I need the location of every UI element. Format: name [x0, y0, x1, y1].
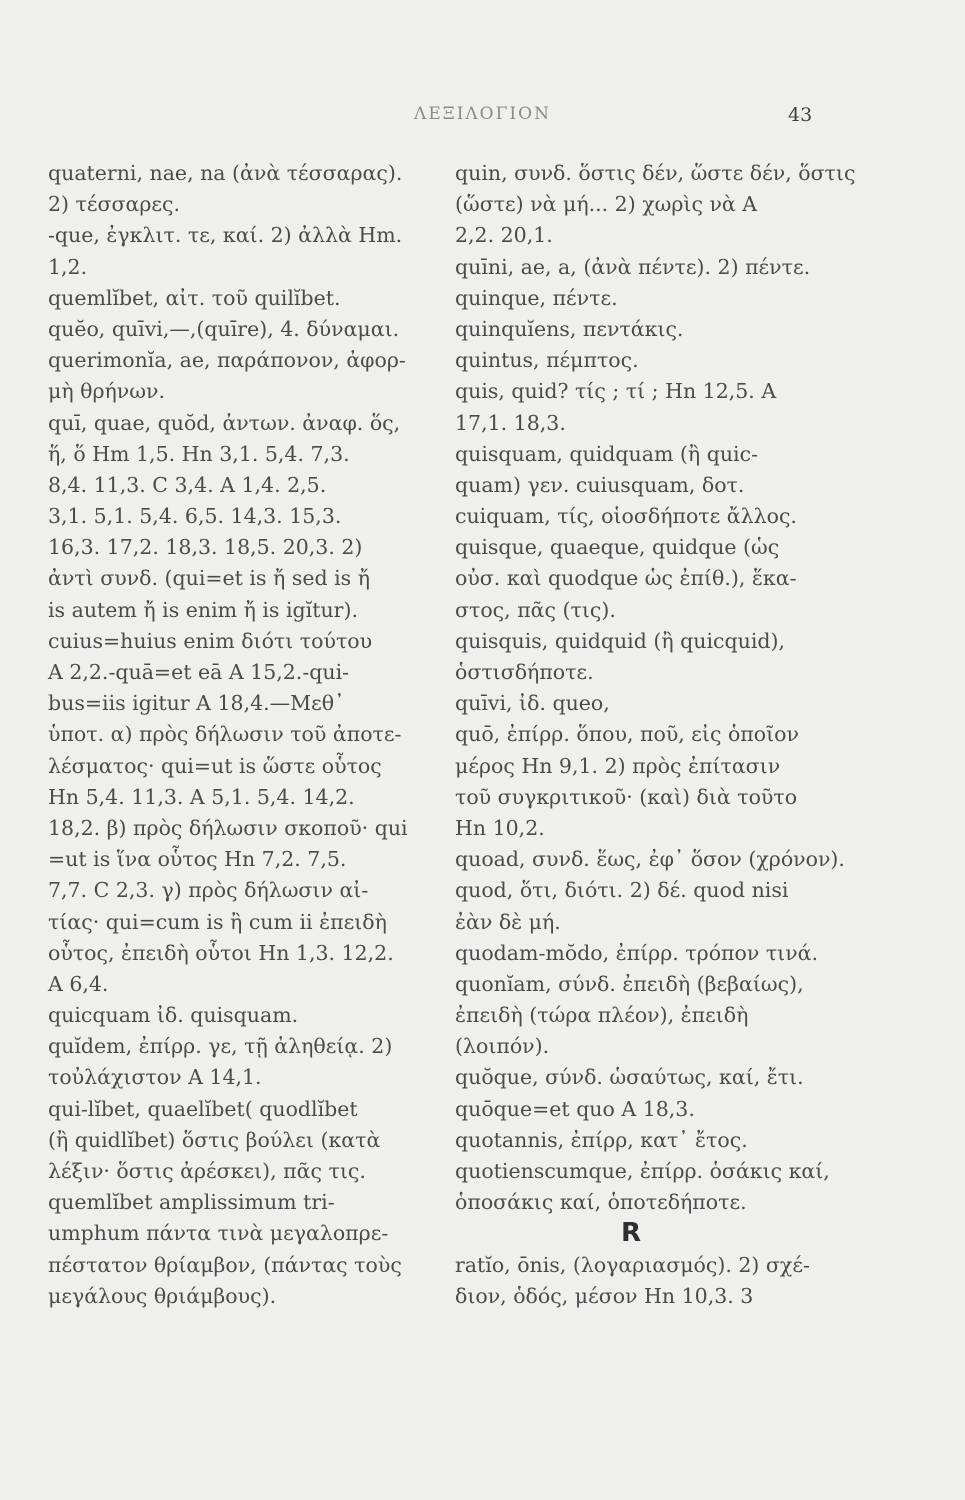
dictionary-line: quodam-mŏdo, ἐπίρρ. τρόπον τινά. — [455, 940, 819, 965]
dictionary-line: quod, ὅτι, διότι. 2) δέ. quod nisi — [455, 878, 789, 903]
dictionary-line: 16,3. 17,2. 18,3. 18,5. 20,3. 2) — [48, 535, 363, 560]
dictionary-line: umphum πάντα τινὰ μεγαλοπρε- — [48, 1221, 389, 1246]
dictionary-line: quō, ἐπίρρ. ὅπου, ποῦ, εἰς ὁποῖον — [455, 722, 799, 747]
dictionary-line: quī, quae, quŏd, ἀντων. ἀναφ. ὅς, — [48, 410, 401, 435]
dictionary-line: quis, quid? τίς ; τί ; Hn 12,5. A — [455, 379, 777, 404]
dictionary-line: ἀντὶ συνδ. (qui=et is ἤ sed is ἤ — [48, 566, 370, 591]
dictionary-line: querimonĭa, ae, παράπονον, ἀφορ- — [48, 348, 406, 373]
dictionary-line: οὗτος, ἐπειδὴ οὗτοι Hn 1,3. 12,2. — [48, 940, 394, 965]
dictionary-line: μὴ θρήνων. — [48, 379, 165, 404]
dictionary-line: quĕo, quīvi,—,(quīre), 4. δύναμαι. — [48, 316, 400, 341]
dictionary-line: quintus, πέμπτος. — [455, 348, 639, 373]
dictionary-line: 17,1. 18,3. — [455, 410, 566, 435]
dictionary-line: cuiquam, τίς, οἱοσδήποτε ἄλλος. — [455, 504, 797, 529]
dictionary-line: ὁστισδήποτε. — [455, 660, 594, 684]
dictionary-line: quĭdem, ἐπίρρ. γε, τῇ ἀληθείᾳ. 2) — [48, 1034, 393, 1059]
dictionary-line: ὁποσάκις καί, ὁποτεδήποτε. — [455, 1190, 747, 1215]
dictionary-line: ὑποτ. α) πρὸς δήλωσιν τοῦ ἀποτε- — [48, 722, 402, 747]
dictionary-line: quisque, quaeque, quidque (ὡς — [455, 535, 780, 560]
dictionary-line: cuius=huius enim διότι τούτου — [48, 628, 373, 653]
dictionary-line: quicquam ἰδ. quisquam. — [48, 1003, 299, 1028]
dictionary-line: μέρος Hn 9,1. 2) πρὸς ἐπίτασιν — [455, 753, 781, 778]
dictionary-line: A 6,4. — [48, 971, 109, 996]
dictionary-line: πέστατον θρίαμβον, (πάντας τοὺς — [48, 1252, 402, 1277]
dictionary-line: quonĭam, σύνδ. ἐπειδὴ (βεβαίως), — [455, 971, 804, 996]
dictionary-line: -que, ἐγκλιτ. τε, καί. 2) ἀλλὰ Hm. — [48, 223, 403, 248]
dictionary-line: 8,4. 11,3. C 3,4. A 1,4. 2,5. — [48, 472, 327, 497]
dictionary-line: 3,1. 5,1. 5,4. 6,5. 14,3. 15,3. — [48, 504, 342, 529]
dictionary-line: 7,7. C 2,3. γ) πρὸς δήλωσιν αἰ- — [48, 878, 369, 903]
dictionary-line: ἥ, ὅ Hm 1,5. Hn 3,1. 5,4. 7,3. — [48, 441, 350, 466]
section-letter: R — [621, 1218, 642, 1249]
dictionary-line: 2,2. 20,1. — [455, 223, 553, 248]
dictionary-line: διον, ὁδός, μέσον Hn 10,3. 3 — [455, 1283, 754, 1308]
dictionary-line: τοῦ συγκριτικοῦ· (καὶ) διὰ τοῦτο — [455, 784, 798, 809]
dictionary-line: 18,2. β) πρὸς δήλωσιν σκοποῦ· qui — [48, 815, 408, 840]
dictionary-line: quinque, πέντε. — [455, 285, 618, 310]
dictionary-line: λέξιν· ὅστις ἀρέσκει), πᾶς τις. — [48, 1159, 366, 1183]
dictionary-line: ἐὰν δὲ μή. — [455, 909, 561, 934]
dictionary-line: οὐσ. καὶ quodque ὡς ἐπίθ.), ἕκα- — [455, 566, 797, 591]
left-column — [48, 158, 448, 1312]
dictionary-line: (ἢ quidlĭbet) ὅστις βούλει (κατὰ — [48, 1127, 381, 1152]
dictionary-line: quŏque, σύνδ. ὡσαύτως, καί, ἔτι. — [455, 1065, 804, 1090]
dictionary-line: λέσματος· qui=ut is ὥστε οὗτος — [48, 753, 382, 778]
dictionary-line: qui-lĭbet, quaelĭbet( quodlĭbet — [48, 1096, 358, 1121]
dictionary-line: quinquĭens, πεντάκις. — [455, 316, 684, 341]
dictionary-line: quoad, συνδ. ἕως, ἐφ᾽ ὅσον (χρόνον). — [455, 847, 845, 872]
dictionary-line: quam) γεν. cuiusquam, δοτ. — [455, 472, 745, 497]
dictionary-line: quaterni, nae, na (ἀνὰ τέσσαρας). — [48, 161, 403, 185]
right-column — [455, 158, 865, 1312]
header-title: ΛΕΞΙΛΟΓΙΟΝ — [414, 104, 551, 124]
dictionary-line: 1,2. — [48, 254, 88, 279]
dictionary-line: bus=iis igitur A 18,4.—Μεθ᾽ — [48, 691, 345, 716]
dictionary-line: 2) τέσσαρες. — [48, 192, 181, 217]
dictionary-line: is autem ἤ is enim ἤ is igĭtur). — [48, 597, 358, 622]
dictionary-line: (ὥστε) νὰ μή... 2) χωρὶς νὰ A — [455, 192, 758, 217]
dictionary-line: quemlĭbet, αἰτ. τοῦ quilĭbet. — [48, 285, 341, 310]
dictionary-line: (λοιπόν). — [455, 1034, 550, 1059]
dictionary-line: quin, συνδ. ὅστις δέν, ὥστε δέν, ὅστις — [455, 161, 856, 185]
dictionary-line: quisquam, quidquam (ἢ quic- — [455, 441, 759, 466]
dictionary-line: A 2,2.-quā=et eā A 15,2.-qui- — [48, 660, 350, 684]
dictionary-line: μεγάλους θριάμβους). — [48, 1283, 277, 1308]
dictionary-line: τοὐλάχιστον A 14,1. — [48, 1065, 262, 1090]
dictionary-line: ἐπειδὴ (τώρα πλέον), ἐπειδὴ — [455, 1003, 749, 1028]
dictionary-line: Hn 10,2. — [455, 815, 545, 840]
dictionary-line: τίας· qui=cum is ἢ cum ii ἐπειδὴ — [48, 909, 387, 934]
dictionary-line: στος, πᾶς (τις). — [455, 597, 616, 622]
dictionary-line: ratĭo, ōnis, (λογαριασμός). 2) σχέ- — [455, 1252, 810, 1277]
dictionary-line: Hn 5,4. 11,3. A 5,1. 5,4. 14,2. — [48, 784, 355, 809]
dictionary-line: quotienscumque, ἐπίρρ. ὁσάκις καί, — [455, 1159, 830, 1183]
dictionary-line: quōque=et quo A 18,3. — [455, 1096, 695, 1121]
dictionary-line: quemlĭbet amplissimum tri- — [48, 1190, 335, 1215]
page-number: 43 — [788, 104, 813, 126]
dictionary-line: quotannis, ἐπίρρ, κατ᾽ ἔτος. — [455, 1127, 748, 1152]
dictionary-line: quīni, ae, a, (ἀνὰ πέντε). 2) πέντε. — [455, 254, 811, 279]
dictionary-line: quisquis, quidquid (ἢ quicquid), — [455, 628, 786, 653]
dictionary-line: =ut is ἵνα οὗτος Hn 7,2. 7,5. — [48, 847, 347, 872]
dictionary-line: quīvi, ἰδ. queo, — [455, 691, 610, 716]
